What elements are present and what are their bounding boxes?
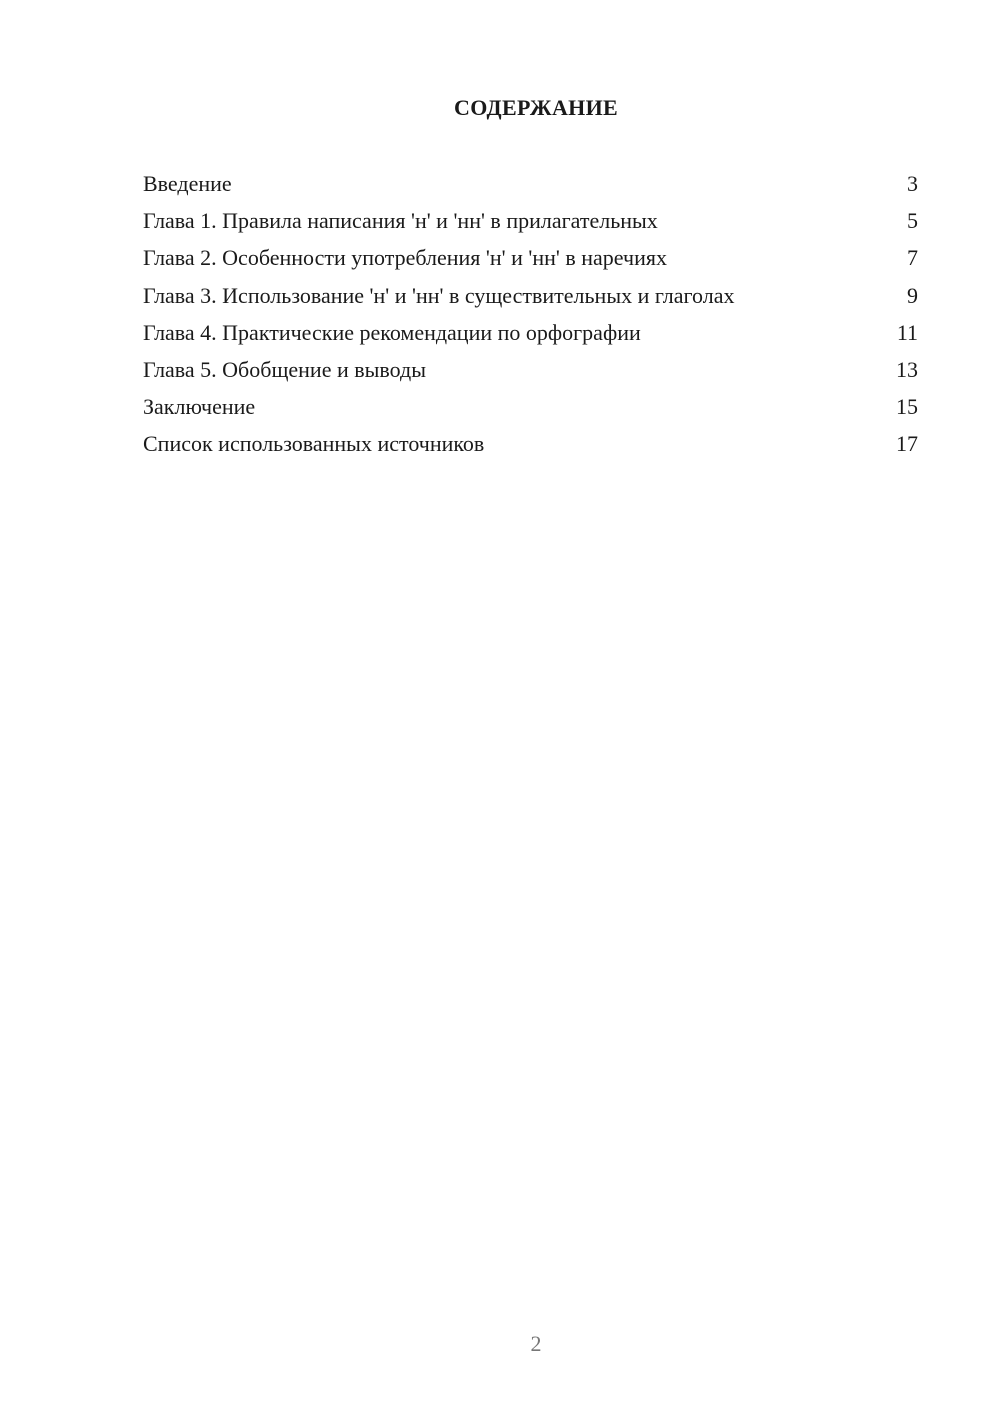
toc-entry-title: Глава 4. Практические рекомендации по орфографии	[143, 319, 641, 345]
toc-entry-introduction	[143, 168, 918, 205]
toc-heading: СОДЕРЖАНИЕ	[454, 95, 618, 120]
toc-entry-page: 11	[896, 319, 918, 345]
toc-entry-page: 3	[907, 171, 918, 196]
toc-entry-page: 15	[896, 394, 918, 420]
toc-entry-chapter-5	[143, 354, 918, 391]
toc-entry-title: Заключение	[143, 394, 256, 420]
toc-entry-page: 5	[907, 208, 918, 234]
toc-entry-chapter-3	[143, 280, 918, 317]
toc-entry-title: Глава 1. Правила написания 'н' и 'нн' в прилагательных	[143, 208, 658, 234]
toc-entry-chapter-2	[143, 242, 918, 279]
toc-entry-conclusion	[143, 391, 918, 428]
toc-entry-page: 7	[907, 245, 918, 271]
toc-entry-page: 13	[896, 356, 918, 382]
toc-entry-page: 17	[896, 431, 918, 457]
toc-entry-title: Список использованных источников	[143, 431, 485, 457]
toc-entry-title: Введение	[143, 171, 232, 196]
table-of-contents	[143, 168, 918, 466]
toc-entry-references	[143, 428, 918, 465]
toc-entry-title: Глава 2. Особенности употребления 'н' и 'нн' в наречиях	[143, 245, 667, 271]
toc-entry-title: Глава 5. Обобщение и выводы	[143, 356, 426, 382]
toc-entry-chapter-4	[143, 317, 918, 354]
toc-entry-title: Глава 3. Использование 'н' и 'нн' в существительных и глаголах	[143, 282, 735, 308]
toc-entry-page: 9	[907, 282, 918, 308]
toc-entry-chapter-1	[143, 205, 918, 242]
page-number: 2	[530, 1331, 542, 1356]
